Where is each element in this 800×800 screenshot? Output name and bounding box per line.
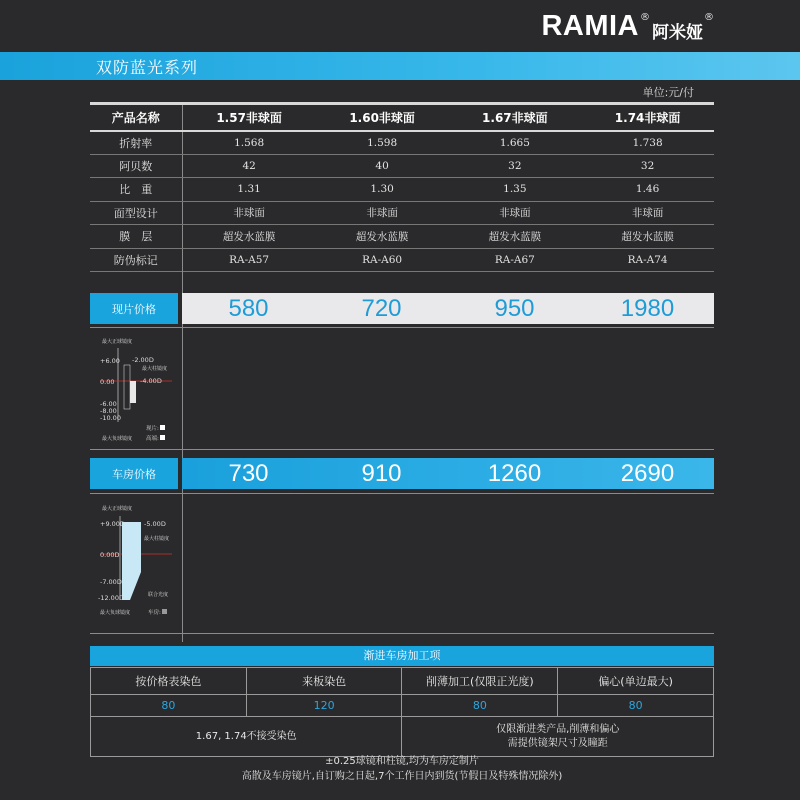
cell: 32 — [581, 154, 714, 178]
cell: 非球面 — [581, 201, 714, 225]
cell: 1.35 — [448, 178, 581, 202]
footnote — [90, 754, 714, 784]
thinning-decentration-note — [402, 717, 714, 757]
cell: 超发水蓝膜 — [316, 225, 449, 249]
cell: 1.30 — [316, 178, 449, 202]
max-plus-label: 最大正球镜度 — [102, 506, 133, 512]
cell: 32 — [448, 154, 581, 178]
cell: 非球面 — [316, 201, 449, 225]
option-label: 偏心(单边最大) — [558, 668, 714, 695]
progressive-note-row — [91, 717, 714, 757]
progressive-table — [90, 667, 714, 757]
unit-note: 单位:元/付 — [642, 86, 694, 99]
legend-high-swatch — [160, 435, 165, 440]
tick-m12: -12.00D — [98, 594, 124, 602]
row-label: 防伪标记 — [90, 248, 182, 272]
stock-price-label: 现片价格 — [90, 293, 178, 324]
table-row — [90, 131, 714, 155]
stock-price-value: 580 — [228, 295, 269, 322]
divider — [90, 493, 714, 494]
legend-lab-label: 车房: — [148, 610, 161, 616]
lab-range-diagram — [96, 502, 182, 620]
lab-range-chart — [96, 502, 182, 620]
lab-range-fill — [122, 522, 141, 600]
tint-restriction-note: 1.67, 1.74不接受染色 — [91, 717, 402, 757]
stock-range-fill — [130, 381, 136, 403]
cell: 1.31 — [182, 178, 316, 202]
progressive-value-row — [91, 695, 714, 717]
lab-price-value: 910 — [361, 460, 402, 487]
cell: 超发水蓝膜 — [581, 225, 714, 249]
tick-m6: -6.00 — [100, 400, 117, 408]
lab-price-bar — [182, 458, 714, 489]
registered-mark: ® — [640, 12, 650, 23]
max-cyl-label: 最大柱镜度 — [144, 536, 170, 542]
spec-table — [90, 102, 714, 272]
option-label: 削薄加工(仅限正光度) — [402, 668, 558, 695]
stock-price-value: 720 — [361, 295, 402, 322]
divider — [90, 327, 714, 328]
footnote-line: 高散及车房镜片,自订购之日起,7个工作日内到货(节假日及特殊情况除外) — [241, 771, 563, 782]
cell: 1.568 — [182, 131, 316, 155]
header-col-3: 1.67非球面 — [448, 104, 581, 131]
footnote-line: ±0.25球镜和柱镜,均为车房定制片 — [325, 756, 479, 767]
header-col-4: 1.74非球面 — [581, 104, 714, 131]
cell: 1.598 — [316, 131, 449, 155]
cell: 40 — [316, 154, 449, 178]
tick-m10: -10.00 — [100, 414, 121, 422]
tick-m4: -4.00D — [140, 377, 162, 385]
stock-range-diagram — [96, 336, 182, 444]
stock-price-value: 950 — [494, 295, 535, 322]
option-price: 80 — [402, 695, 558, 717]
tick-zero: 0.00 — [100, 378, 115, 386]
note-line: 需提供镜架尺寸及瞳距 — [507, 737, 608, 749]
option-price: 80 — [91, 695, 247, 717]
max-cyl-label: 最大柱镜度 — [142, 366, 168, 372]
divider — [90, 449, 714, 450]
max-minus-label: 最大负球镜度 — [100, 610, 131, 616]
registered-mark-cn: ® — [704, 12, 714, 23]
table-row — [90, 201, 714, 225]
series-title: 双防蓝光系列 — [96, 58, 199, 77]
table-row — [90, 154, 714, 178]
row-label: 面型设计 — [90, 201, 182, 225]
lab-price-value: 2690 — [620, 460, 675, 487]
legend-stock-swatch — [160, 425, 165, 430]
lab-price-value: 730 — [228, 460, 269, 487]
tick-m8: -8.00 — [100, 407, 117, 415]
brand-wordmark: RAMIA — [541, 10, 639, 42]
cell: 超发水蓝膜 — [182, 225, 316, 249]
stock-price-value: 1980 — [620, 295, 675, 322]
brand-logo — [541, 10, 714, 44]
tick-m7: -7.00D — [100, 578, 122, 586]
spec-header-row — [90, 104, 714, 131]
option-price: 120 — [246, 695, 402, 717]
tick-p9: +9.00D — [100, 520, 125, 528]
cell: 非球面 — [182, 201, 316, 225]
stock-range-chart — [96, 336, 182, 444]
cell: 1.665 — [448, 131, 581, 155]
note-line: 仅限渐进类产品,削薄和偏心 — [496, 723, 620, 735]
header-product-name: 产品名称 — [90, 104, 182, 131]
series-banner — [0, 52, 800, 80]
cell: RA-A74 — [581, 248, 714, 272]
option-price: 80 — [558, 695, 714, 717]
stock-price-bar — [182, 293, 714, 324]
combined-power-label: 联合光度 — [148, 592, 169, 598]
tick-m5: -5.00D — [144, 520, 166, 528]
max-minus-label: 最大负球镜度 — [102, 436, 133, 442]
cell: RA-A60 — [316, 248, 449, 272]
cell: RA-A57 — [182, 248, 316, 272]
option-label: 按价格表染色 — [91, 668, 247, 695]
range-box — [124, 365, 130, 409]
lab-price-label: 车房价格 — [90, 458, 178, 489]
progressive-label-row — [91, 668, 714, 695]
header-col-2: 1.60非球面 — [316, 104, 449, 131]
legend-stock-label: 现片: — [146, 426, 159, 432]
legend-lab-swatch — [162, 609, 167, 614]
table-row — [90, 178, 714, 202]
cell: 1.738 — [581, 131, 714, 155]
row-label: 膜 层 — [90, 225, 182, 249]
divider — [90, 633, 714, 634]
row-label: 阿贝数 — [90, 154, 182, 178]
cell: 超发水蓝膜 — [448, 225, 581, 249]
cell: RA-A67 — [448, 248, 581, 272]
lab-price-value: 1260 — [487, 460, 542, 487]
tick-zero: 0.00D — [100, 551, 120, 559]
row-label: 比 重 — [90, 178, 182, 202]
option-label: 来板染色 — [246, 668, 402, 695]
row-label: 折射率 — [90, 131, 182, 155]
max-plus-label: 最大正球镜度 — [102, 339, 133, 345]
legend-high-label: 高端: — [146, 436, 159, 442]
tick-m2: -2.00D — [132, 356, 154, 364]
table-row — [90, 248, 714, 272]
progressive-header: 渐进车房加工项 — [90, 646, 714, 666]
tick-p6: +6.00 — [100, 357, 120, 365]
brand-name-cn: 阿米娅 — [652, 23, 703, 43]
cell: 1.46 — [581, 178, 714, 202]
header-col-1: 1.57非球面 — [182, 104, 316, 131]
table-row — [90, 225, 714, 249]
cell: 42 — [182, 154, 316, 178]
cell: 非球面 — [448, 201, 581, 225]
